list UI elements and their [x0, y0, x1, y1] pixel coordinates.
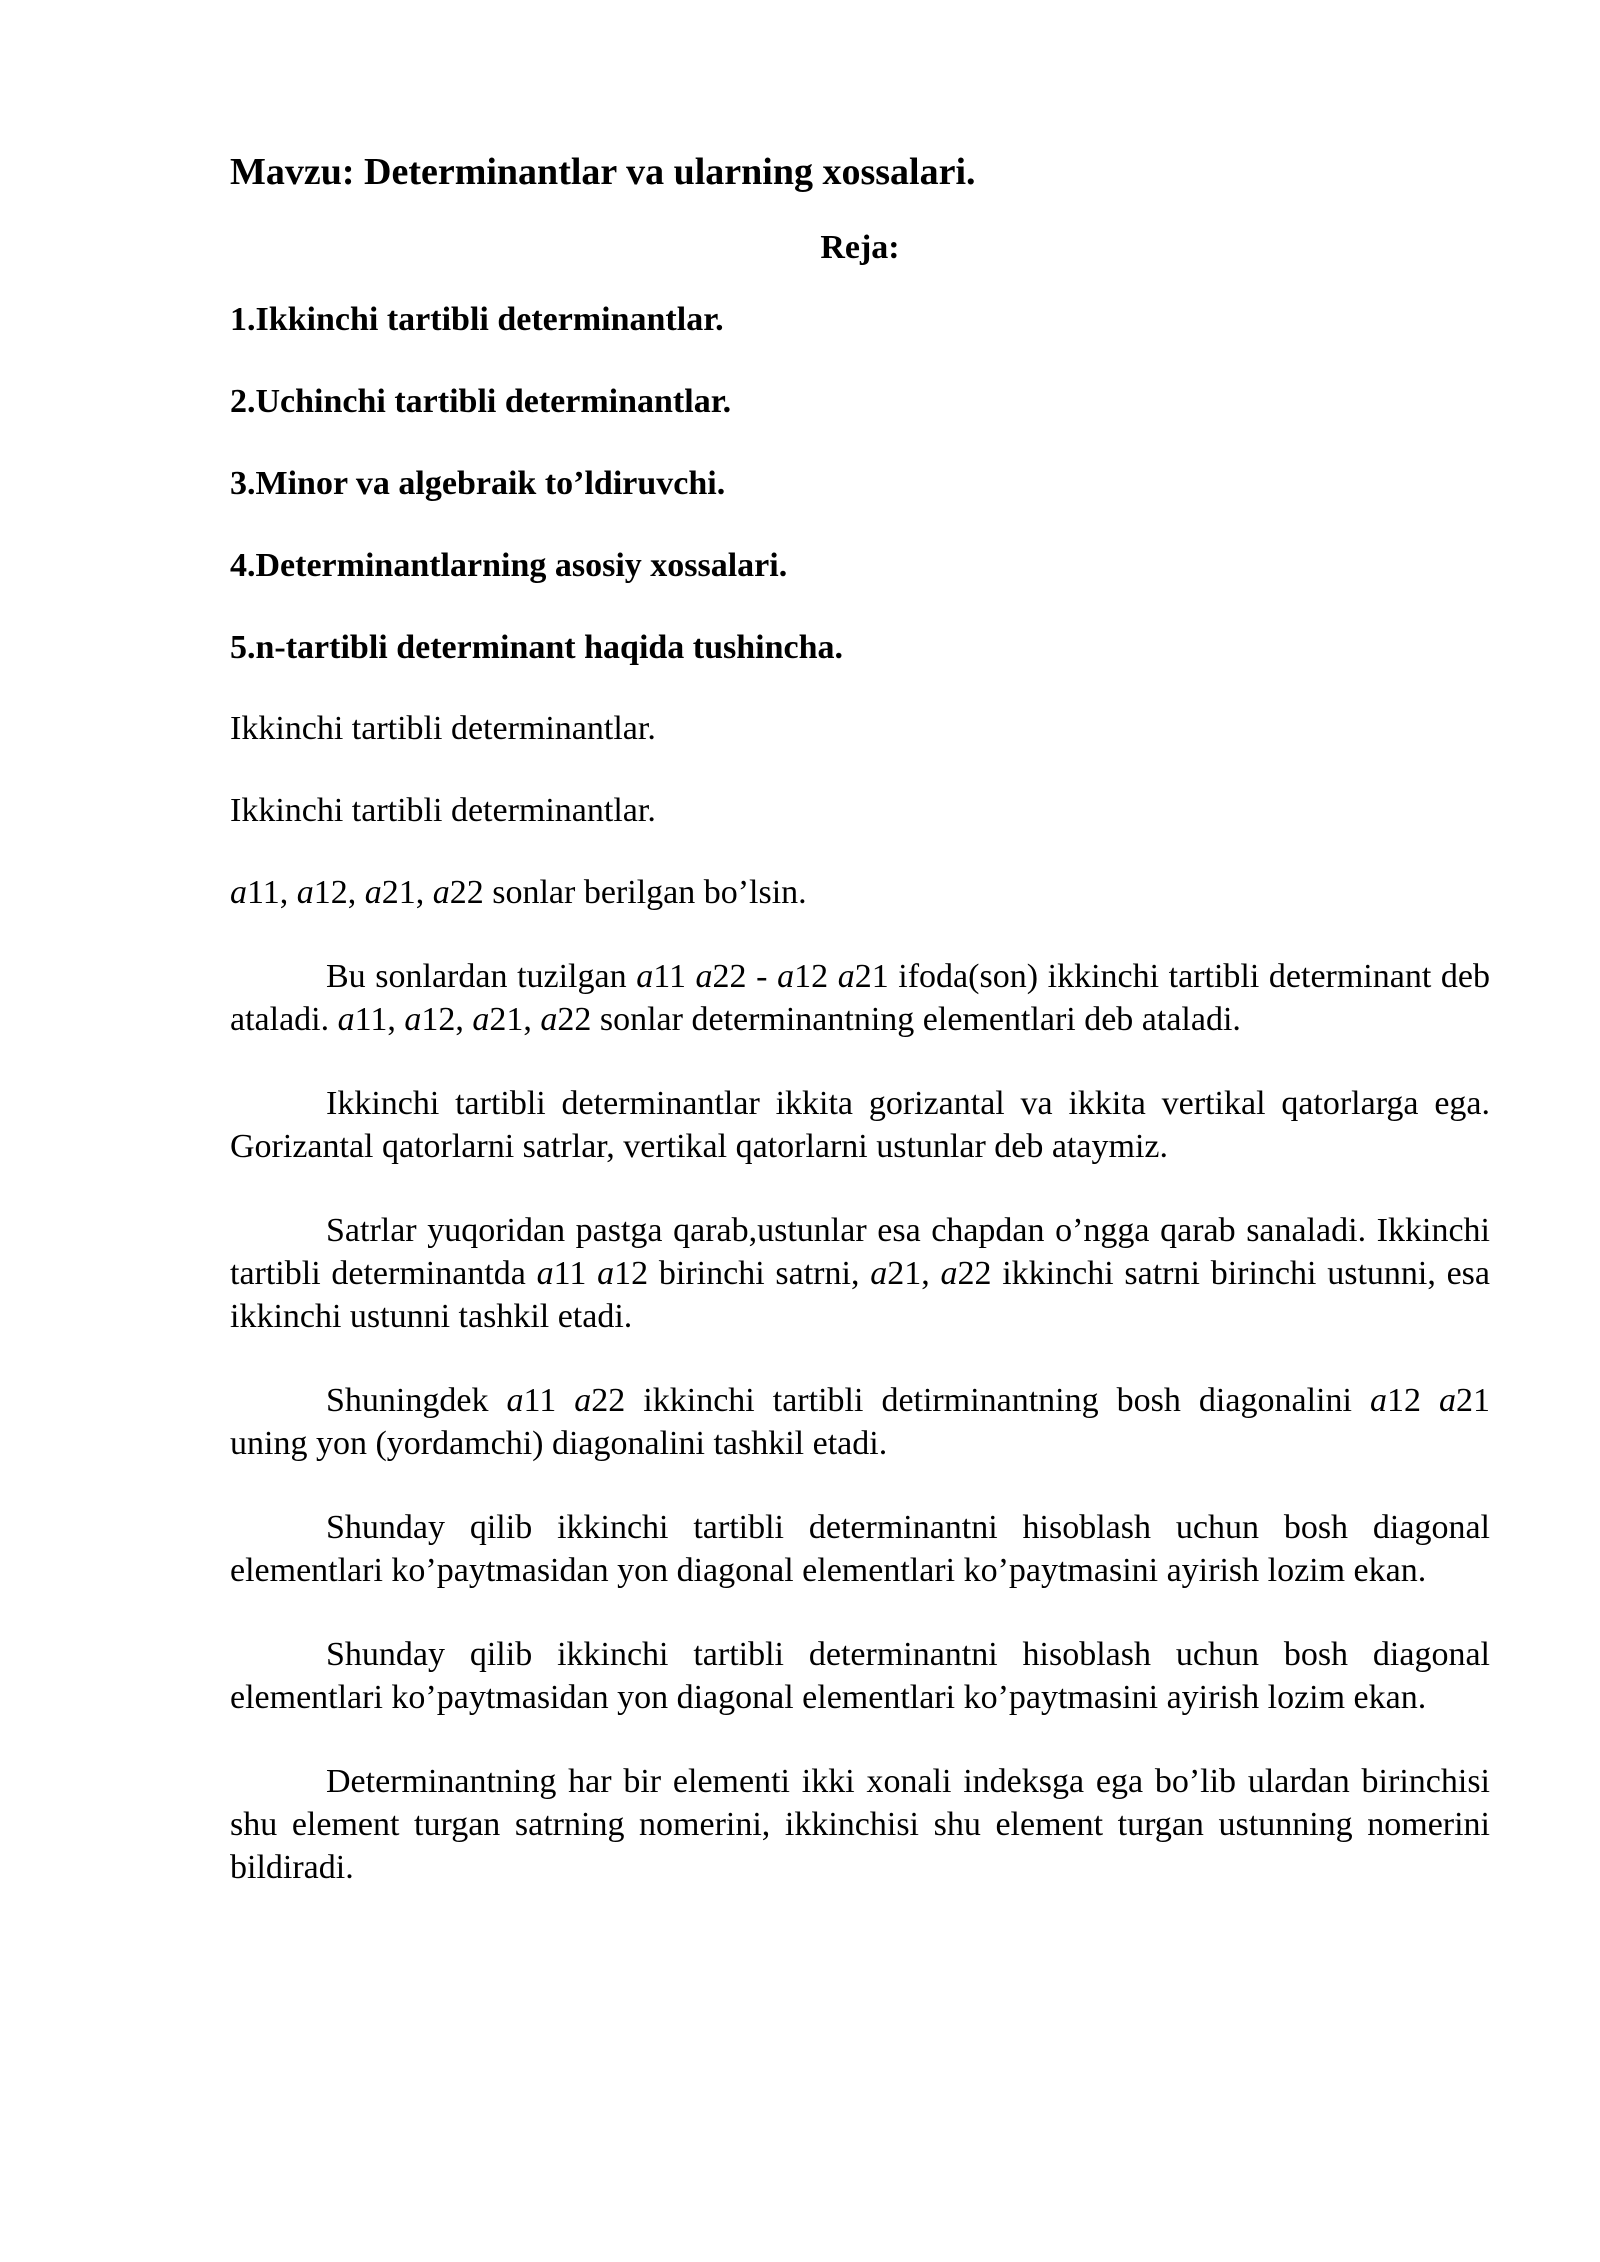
text-segment: Shuningdek [326, 1381, 507, 1419]
variable-symbol: a [536, 1254, 554, 1292]
variable-symbol: a [837, 957, 855, 995]
text-segment: 21, [887, 1254, 941, 1292]
variable-symbol: a [870, 1254, 888, 1292]
text-segment: Satrlar yuqoridan pastga qarab,ustunlar esa chapdan o’ngga qarab sanaladi. Ikkinchi tartibli determinantda [230, 1211, 1490, 1292]
variable-symbol: a [940, 1254, 958, 1292]
text-segment: 21 ifoda(son) ikkinchi tartibli determinant deb ataladi. [230, 957, 1490, 1038]
plan-item: 5.n-tartibli determinant haqida tushincha. [230, 628, 844, 666]
document-body [230, 150, 1490, 1930]
text-segment: 21, [489, 1000, 541, 1038]
text-segment: 12 birinchi satrni, [614, 1254, 871, 1292]
text-segment: 22 sonlar berilgan bo’lsin. [449, 873, 807, 911]
variable-symbol: a [597, 1254, 615, 1292]
text-segment: 22 sonlar determinantning elementlari deb ataladi. [557, 1000, 1241, 1038]
text-segment: 12 [1386, 1381, 1439, 1419]
plan-item: 2.Uchinchi tartibli determinantlar. [230, 383, 732, 421]
variable-symbol: a [1369, 1381, 1387, 1419]
variable-symbol: a [574, 1381, 592, 1419]
variable-symbol: a [540, 1000, 558, 1038]
text-segment: 11 [553, 1254, 598, 1292]
plan-item: 3.Minor va algebraik to’ldiruvchi. [230, 464, 726, 502]
variable-symbol: a [472, 1000, 490, 1038]
text-segment: 12 [794, 957, 838, 995]
numbers-line [230, 873, 1490, 914]
variable-symbol: a [636, 957, 654, 995]
text-segment: 11 [523, 1381, 575, 1419]
variable-symbol: a [404, 1000, 422, 1038]
text-segment: 21 uning yon (yordamchi) diagonalini tashkil etadi. [230, 1381, 1490, 1462]
plan-item: 4.Determinantlarning asosiy xossalari. [230, 546, 788, 584]
plan-heading: Reja: [820, 228, 900, 266]
variable-symbol: a [337, 1000, 355, 1038]
paragraph-indices: Determinantning har bir elementi ikki xonali indeksga ega bo’lib ulardan birinchisi shu element turgan satrning nomerini, ikkinchisi shu element turgan ustunning nomerini bildiradi. [230, 1762, 1490, 1886]
variable-symbol: a [432, 873, 450, 911]
text-segment: 11, [247, 873, 297, 911]
text-segment: 22 ikkinchi tartibli detirminantning bosh diagonalini [591, 1381, 1370, 1419]
paragraph-rows-columns: Ikkinchi tartibli determinantlar ikkita gorizantal va ikkita vertikal qatorlarga ega. Gorizantal qatorlarni satrlar, vertikal qatorlarni ustunlar deb ataymiz. [230, 1084, 1490, 1165]
variable-symbol: a [230, 873, 247, 911]
variable-symbol: a [777, 957, 795, 995]
text-segment: 22 - [712, 957, 778, 995]
paragraph-computation-repeat: Shunday qilib ikkinchi tartibli determinantni hisoblash uchun bosh diagonal elementlari ko’paytmasidan yon diagonal elementlari ko’paytmasini ayirish lozim ekan. [230, 1635, 1490, 1716]
variable-symbol: a [296, 873, 314, 911]
text-segment: 21, [381, 873, 433, 911]
plan-item: 1.Ikkinchi tartibli determinantlar. [230, 301, 724, 339]
variable-symbol: a [695, 957, 713, 995]
text-segment: 12, [313, 873, 365, 911]
variable-symbol: a [364, 873, 382, 911]
paragraph-computation: Shunday qilib ikkinchi tartibli determinantni hisoblash uchun bosh diagonal elementlari ko’paytmasidan yon diagonal elementlari ko’paytmasini ayirish lozim ekan. [230, 1508, 1490, 1589]
text-segment: 12, [421, 1000, 473, 1038]
document-title: Mavzu: Determinantlar va ularning xossalari. [230, 151, 976, 193]
paragraph-counting [230, 1209, 1490, 1338]
text-segment: 11 [653, 957, 696, 995]
paragraph-definition [230, 955, 1490, 1041]
paragraph-diagonals [230, 1379, 1490, 1465]
text-segment: Bu sonlardan tuzilgan [326, 957, 637, 995]
section-heading: Ikkinchi tartibli determinantlar. [230, 710, 656, 748]
variable-symbol: a [1439, 1381, 1456, 1419]
text-segment: 11, [354, 1000, 405, 1038]
section-heading: Ikkinchi tartibli determinantlar. [230, 792, 656, 830]
variable-symbol: a [506, 1381, 524, 1419]
text-segment: 22 ikkinchi satrni birinchi ustunni, esa ikkinchi ustunni tashkil etadi. [230, 1254, 1491, 1335]
